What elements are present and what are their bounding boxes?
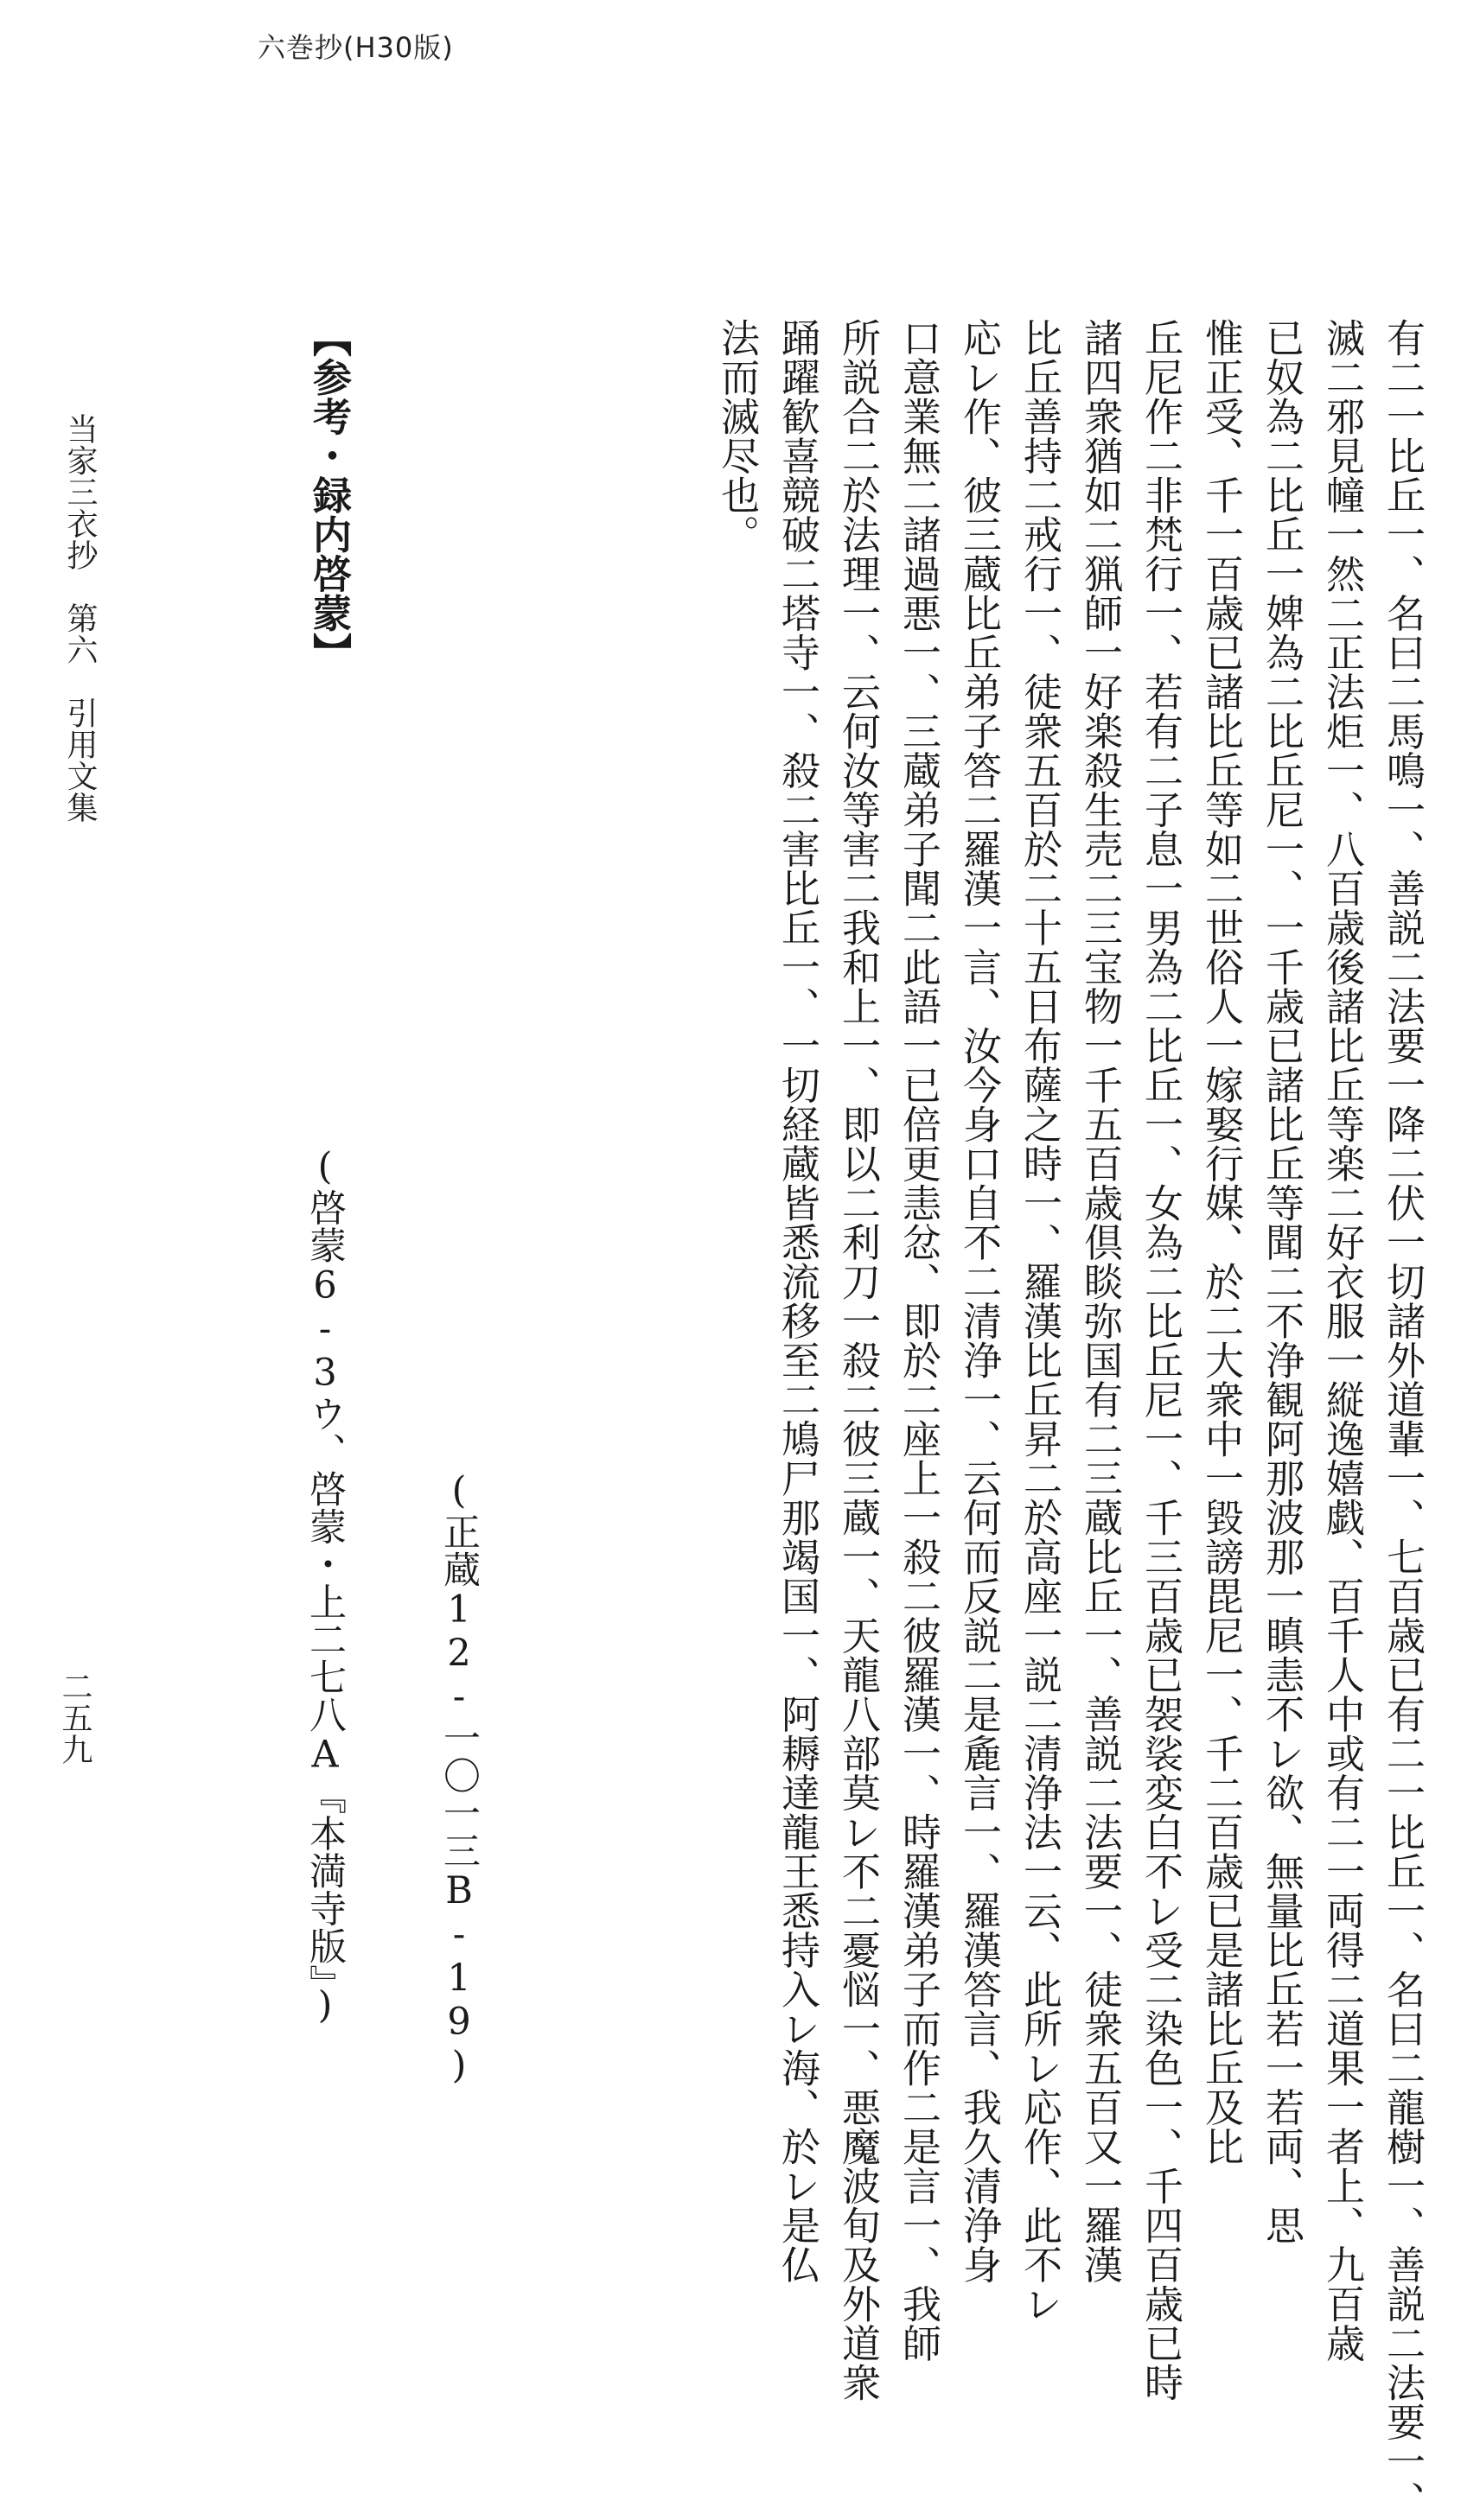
text-column-12: 法而滅尽也。 bbox=[714, 318, 760, 554]
text-column-6: 諸四衆猶如二猟師一好楽殺生売二三宝物一千五百歳倶睒弥国有二三蔵比丘一、善説二法要一、徒衆五百又一羅漢 bbox=[1077, 318, 1123, 2284]
citation-zhengzang: (正蔵12-一〇一三B-19) bbox=[437, 1469, 481, 2088]
text-column-11: 踊躍歓喜競破二塔寺一、殺二害比丘一、一切経蔵皆悉流移至二鳩尸那竭国一、阿耨達龍王悉持入レ海、於レ是仏 bbox=[775, 318, 820, 2284]
text-column-5: 丘尼作二非梵行一、若有二子息一男為二比丘一、女為二比丘尼一、千三百歳已袈裟変白不レ受二染色一、千四百歳已時 bbox=[1138, 318, 1183, 2402]
text-column-8: 応レ作、彼三蔵比丘弟子答二羅漢一言、汝今身口自不二清浄一、云何而反説二是麁言一、羅漢答言、我久清浄身 bbox=[956, 318, 1002, 2284]
footer-book-title: 当家三衣抄 第六 引用文集 bbox=[62, 413, 98, 824]
page-number: 二五九 bbox=[57, 1670, 92, 1766]
text-column-9: 口意業無二諸過悪一、三蔵弟子聞二此語一已倍更恚忿、即於二座上一殺二彼羅漢一、時羅漢弟子而作二是言一、我師 bbox=[896, 318, 941, 2363]
text-column-10: 所説合二於法理一、云何汝等害二我和上一、即以二利刀一殺二彼三蔵一、天龍八部莫レ不二憂悩一、悪魔波旬及外道衆 bbox=[835, 318, 881, 2402]
text-column-3: 已奴為二比丘一婢為二比丘尼一、一千歳已諸比丘等聞二不浄観阿那波那一瞋恚不レ欲、無量比丘若一若両、思 bbox=[1259, 318, 1305, 2245]
section-heading: 【参考・録内啓蒙】 bbox=[306, 318, 352, 672]
text-column-4: 惟正受、千一百歳已諸比丘等如二世俗人一嫁娶行媒、於二大衆中一毀謗毘尼一、千二百歳已是諸比丘及比 bbox=[1198, 318, 1244, 2167]
text-column-1: 有二一比丘一、名曰二馬鳴一、善説二法要一降二伏一切諸外道輩一、七百歳已有二一比丘一、名曰二龍樹一、善説二法要一、 bbox=[1380, 318, 1426, 2520]
text-column-7: 比丘善持二戒行一、徒衆五百於二十五日布薩之時一、羅漢比丘昇二於高座一説二清浄法一云、此所レ応作、此不レ bbox=[1017, 318, 1062, 2324]
header-title: 六巻抄(H30版) bbox=[258, 31, 454, 64]
citation-keimou: (啓蒙6-3ウ、啓蒙・上二七八A『本満寺版』) bbox=[303, 1145, 347, 2027]
text-column-2: 滅二邪見幢一然二正法炬一、八百歳後諸比丘等楽二好衣服一縦逸嬉戯、百千人中或有二一両得二道果一者上、九百歳 bbox=[1319, 318, 1365, 2363]
